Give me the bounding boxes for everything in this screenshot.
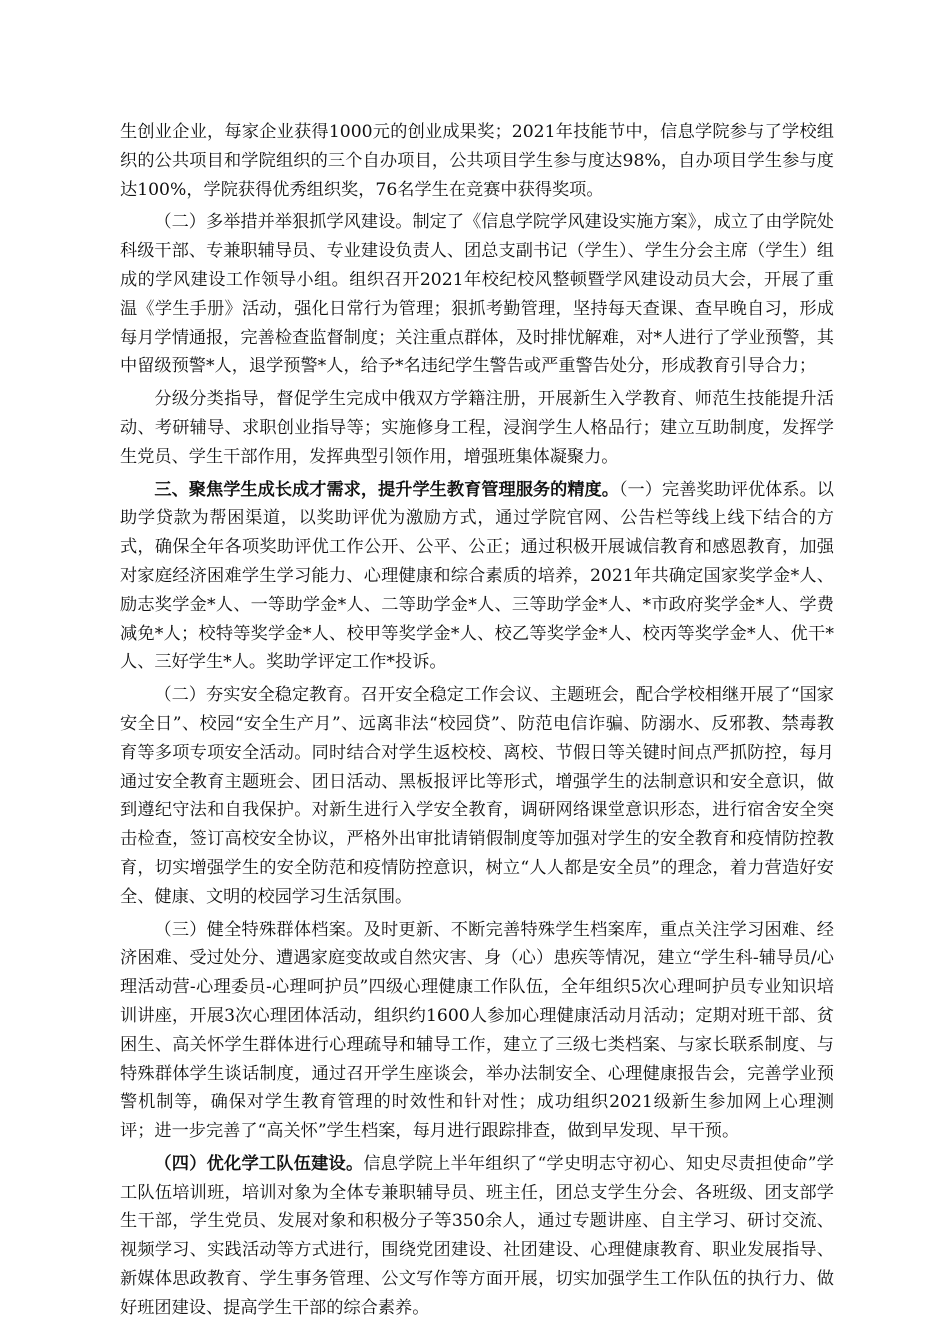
paragraph-7 xyxy=(120,1150,834,1323)
paragraph-2 xyxy=(120,208,834,381)
paragraph-5 xyxy=(120,681,834,911)
document-body xyxy=(120,118,834,1327)
paragraph-1 xyxy=(120,118,834,204)
subsection-heading-4: （四）优化学工队伍建设。 xyxy=(154,1153,364,1174)
paragraph-1-text: 生创业企业，每家企业获得1000元的创业成果奖；2021年技能节中，信息学院参与了学校组织的公共项目和学院组织的三个自办项目，公共项目学生参与度达98%，自办项目学生参与度达100%，学院获得优秀组织奖，76名学生在竞赛中获得奖项。 xyxy=(120,122,834,200)
paragraph-3 xyxy=(120,385,834,471)
paragraph-2-text: （二）多举措并举狠抓学风建设。制定了《信息学院学风建设实施方案》，成立了由学院处科级干部、专兼职辅导员、专业建设负责人、团总支副书记（学生）、学生分会主席（学生）组成的学风建设工作领导小组。组织召开2021年校纪校风整顿暨学风建设动员大会，开展了重温《学生手册》活动，强化日常行为管理；狠抓考勤管理，坚持每天查课、查早晚自习，形成每月学情通报，完善检查监督制度；关注重点群体，及时排忧解难，对*人进行了学业预警，其中留级预警*人，退学预警*人，给予*名违纪学生警告或严重警告处分，形成教育引导合力； xyxy=(120,212,834,377)
section-heading-3: 三、聚焦学生成长成才需求，提升学生教育管理服务的精度。 xyxy=(154,479,619,500)
paragraph-4 xyxy=(120,476,834,678)
paragraph-6-text: （三）健全特殊群体档案。及时更新、不断完善特殊学生档案库，重点关注学习困难、经济困难、受过处分、遭遇家庭变故或自然灾害、身（心）患疾等情况，建立“学生科-辅导员/心理活动营-心理委员-心理呵护员”四级心理健康工作队伍，全年组织5次心理呵护员专业知识培训讲座，开展3次心理团体活动，组织约1600人参加心理健康活动月活动；定期对班干部、贫困生、高关怀学生群体进行心理疏导和辅导工作，建立了三级七类档案、与家长联系制度、与特殊群体学生谈话制度，通过召开学生座谈会，举办法制安全、心理健康报告会，完善学业预警机制等，确保对学生教育管理的时效性和针对性；成功组织2021级新生参加网上心理测评；进一步完善了“高关怀”学生档案，每月进行跟踪排查，做到早发现、早干预。 xyxy=(120,919,834,1142)
paragraph-5-text: （二）夯实安全稳定教育。召开安全稳定工作会议、主题班会，配合学校相继开展了“国家安全日”、校园“安全生产月”、远离非法“校园贷”、防范电信诈骗、防溺水、反邪教、禁毒教育等多项专项安全活动。同时结合对学生返校校、离校、节假日等关键时间点严抓防控，每月通过安全教育主题班会、团日活动、黑板报评比等形式，增强学生的法制意识和安全意识，做到遵纪守法和自我保护。对新生进行入学安全教育，调研网络课堂意识形态，进行宿舍安全突击检查，签订高校安全协议，严格外出审批请销假制度等加强对学生的安全教育和疫情防控教育，切实增强学生的安全防范和疫情防控意识，树立“人人都是安全员”的理念，着力营造好安全、健康、文明的校园学习生活氛围。 xyxy=(120,685,834,907)
paragraph-7-text: 信息学院上半年组织了“学史明志守初心、知史尽责担使命”学工队伍培训班，培训对象为全体专兼职辅导员、班主任，团总支学生分会、各班级、团支部学生干部，学生党员、发展对象和积极分子等350余人，通过专题讲座、自主学习、研讨交流、视频学习、实践活动等方式进行，围绕党团建设、社团建设、心理健康教育、职业发展指导、新媒体思政教育、学生事务管理、公文写作等方面开展，切实加强学生工作队伍的执行力、做好班团建设、提高学生干部的综合素养。 xyxy=(120,1153,834,1318)
paragraph-6 xyxy=(120,916,834,1146)
paragraph-4-text: （一）完善奖助评优体系。以助学贷款为帮困渠道，以奖助评优为激励方式，通过学院官网、公告栏等线上线下结合的方式，确保全年各项奖助评优工作公开、公平、公正；通过积极开展诚信教育和感恩教育，加强对家庭经济困难学生学习能力、心理健康和综合素质的培养，2021年共确定国家奖学金*人、励志奖学金*人、一等助学金*人、二等助学金*人、三等助学金*人、*市政府奖学金*人、学费减免*人；校特等奖学金*人、校甲等奖学金*人、校乙等奖学金*人、校丙等奖学金*人、优干*人、三好学生*人。奖助学评定工作*投诉。 xyxy=(120,479,834,673)
paragraph-3-text: 分级分类指导，督促学生完成中俄双方学籍注册，开展新生入学教育、师范生技能提升活动、考研辅导、求职创业指导等；实施修身工程，浸润学生人格品行；建立互助制度，发挥学生党员、学生干部作用，发挥典型引领作用，增强班集体凝聚力。 xyxy=(120,389,834,467)
